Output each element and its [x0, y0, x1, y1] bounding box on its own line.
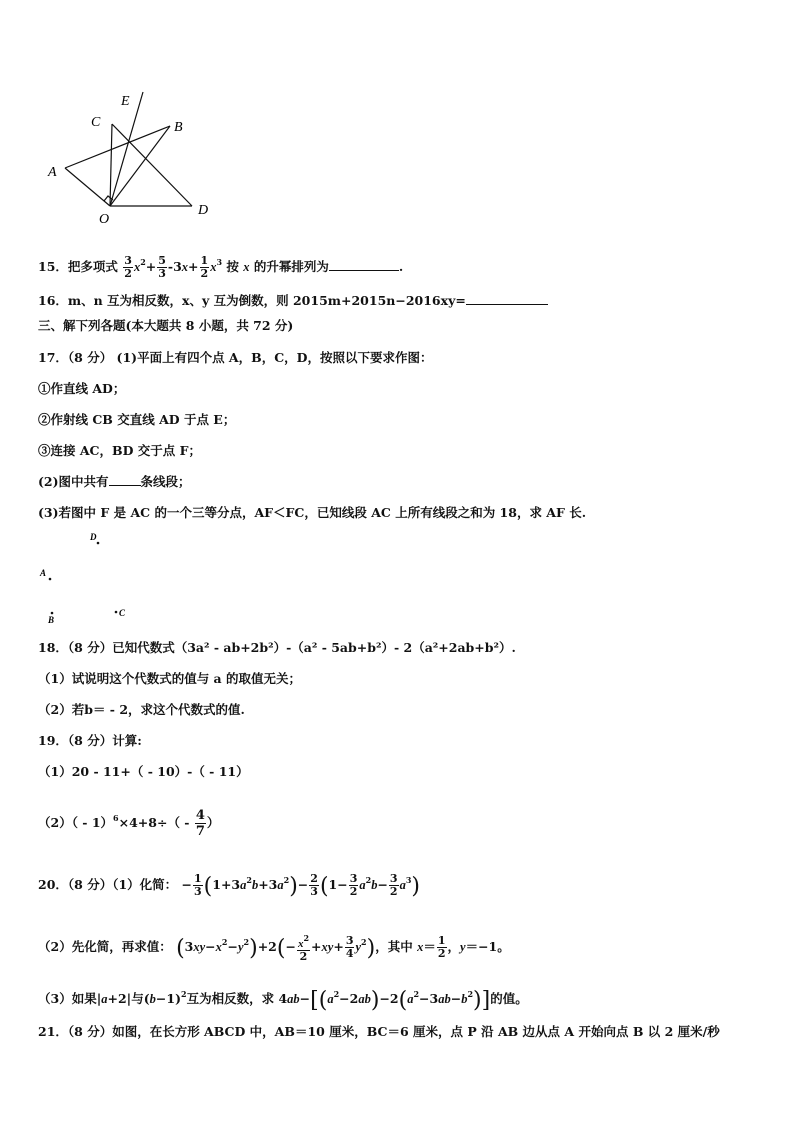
answer-blank-15	[329, 258, 399, 271]
four-points-figure	[36, 528, 196, 628]
question-17-part2: (2)图中共有 条线段；	[38, 474, 191, 489]
label-a: A	[48, 165, 57, 180]
question-17-head: 17．（8 分） (1)平面上有四个点 A，B，C，D，按照以下要求作图：	[38, 350, 433, 365]
point-label-c: C	[119, 608, 126, 618]
question-17-part3: (3)若图中 F 是 AC 的一个三等分点，AF＜FC，已知线段 AC 上所有线段之和为 18，求 AF 长.	[38, 505, 587, 520]
label-b: B	[174, 120, 183, 135]
point-label-b: B	[48, 615, 55, 625]
question-21: 21．（8 分）如图，在长方形 ABCD 中，AB＝10 厘米，BC＝6 厘米，点 P 沿 AB 边从点 A 开始向点 B 以 2 厘米/秒	[38, 1024, 720, 1039]
question-15: 15．把多项式 $\frac{3}{2}$ $x^2+$ $\frac{5}{3}$ -3x+ $\frac{1}{2}$ $x^3$ 按 x 的升幂排列为 .	[38, 254, 404, 280]
question-17-step1: ①作直线 AD；	[38, 381, 126, 396]
question-19-part2: （2）（ - 1）$^6$×4+8÷（ - $\frac{4}{7}$ ）	[38, 808, 220, 839]
question-16: 16．m、n 互为相反数，x、y 互为倒数，则 2015m+2015n−2016xy=	[38, 291, 548, 311]
line-cd	[112, 124, 192, 206]
question-18-head: 18．（8 分）已知代数式（3a² - ab+2b²）-（a² - 5ab+b²）- 2（a²+2ab+b²）.	[38, 640, 516, 655]
question-18-part2: （2）若b＝ - 2，求这个代数式的值.	[38, 702, 245, 717]
question-18-part1: （1）试说明这个代数式的值与 a 的取值无关；	[38, 671, 302, 686]
question-20-part3: （3）如果|a+2|与$(b-1)^2$互为相反数，求 $4ab-[(a^2-2ab)-2(a^2-3ab-b^2)]$的值。	[38, 988, 528, 1013]
line-ao	[65, 168, 110, 206]
point-label-a: A	[40, 568, 47, 578]
label-c: C	[91, 115, 101, 130]
question-17-step2: ②作射线 CB 交直线 AD 于点 E；	[38, 412, 236, 427]
question-17-step3: ③连接 AC，BD 交于点 F；	[38, 443, 201, 458]
question-20-part2: （2）先化简，再求值： $(3xy-x^2-y^2)+2(-$ $\frac{x^2}{2}$ +xy+ $\frac{3}{4}$ $y^2$)，其中 x＝ $\frac{1}{2}$ ，y＝−1。	[38, 933, 510, 963]
section-3-title: 三、解下列各题(本大题共 8 小题，共 72 分)	[38, 318, 294, 333]
question-19-part1: （1）20 - 11+（ - 10）-（ - 11）	[38, 764, 249, 779]
line-oe	[110, 92, 143, 206]
question-19-head: 19．（8 分）计算:	[38, 733, 142, 748]
label-d: D	[198, 203, 209, 218]
point-label-d: D	[90, 532, 97, 542]
line-co	[110, 124, 112, 206]
geometry-figure	[40, 88, 240, 228]
label-o: O	[99, 212, 110, 227]
answer-blank-17	[109, 473, 141, 486]
answer-blank-16	[466, 292, 548, 305]
question-20-part1: 20．（8 分）（1）化简： − $\frac{1}{3}$ $(1+3a^2b+3a^2)-$ $\frac{2}{3}$ (1− $\frac{3}{2}$ $a^2b-$ $\frac{3}{2}$ $a^3$)	[38, 872, 420, 899]
label-e: E	[121, 94, 130, 109]
